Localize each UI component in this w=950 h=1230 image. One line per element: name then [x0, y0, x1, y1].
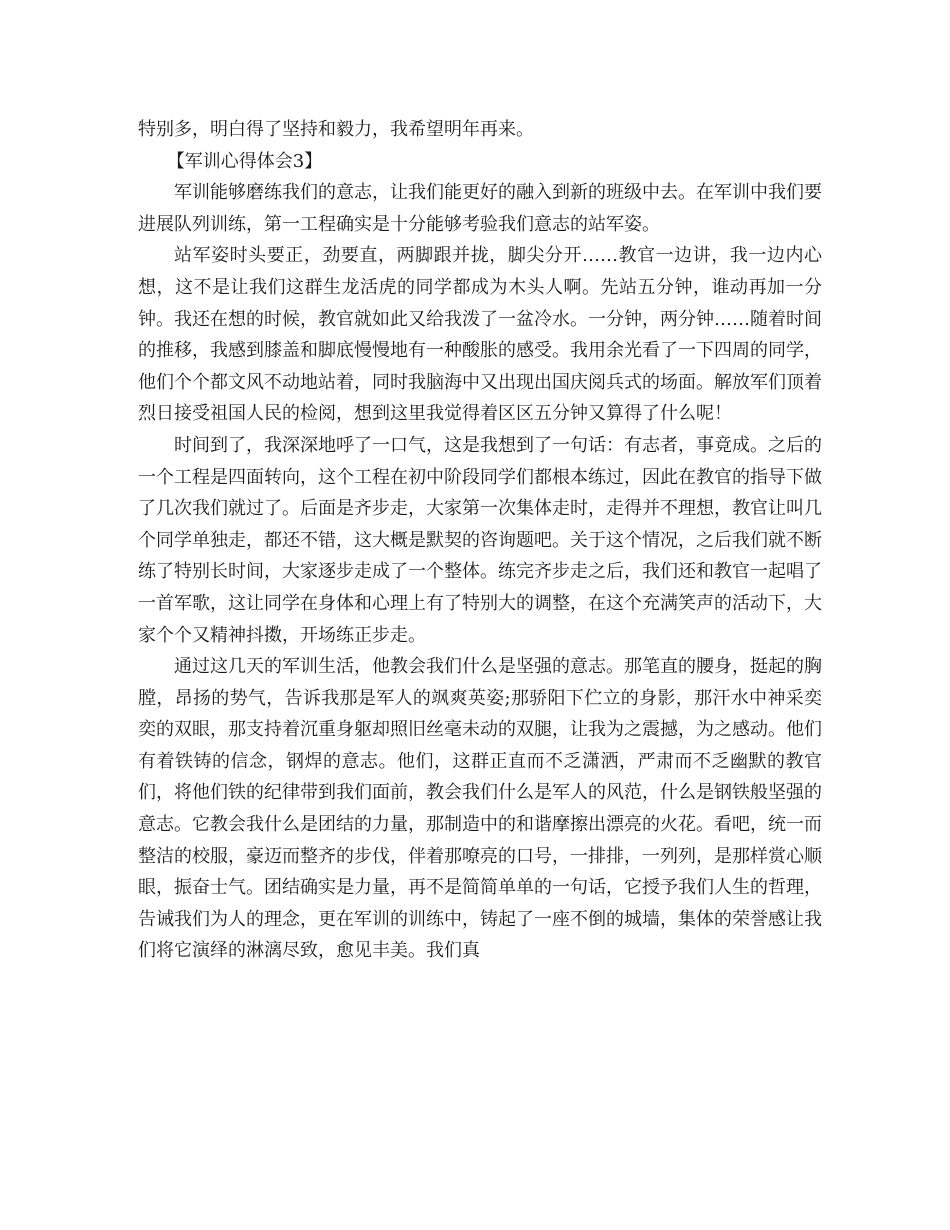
paragraph: 时间到了，我深深地呼了一口气，这是我想到了一句话：有志者，事竟成。之后的一个工程是四面转向，这个工程在初中阶段同学们都根本练过，因此在教官的指导下做了几次我们就过了。后面是齐步走，大家第一次集体走时，走得并不理想，教官让叫几个同学单独走，都还不错，这大概是默契的咨询题吧。关于这个情况，之后我们就不断练了特别长时间，大家逐步走成了一个整体。练完齐步走之后，我们还和教官一起唱了一首军歌，这让同学在身体和心理上有了特别大的调整，在这个充满笑声的活动下，大家个个又精神抖擞，开场练正步走。 [138, 434, 822, 646]
section-heading: 【军训心得体会3】 [166, 150, 323, 172]
paragraph-continuation: 特别多，明白得了坚持和毅力，我希望明年再来。 [138, 119, 534, 140]
paragraph: 通过这几天的军训生活，他教会我们什么是坚强的意志。那笔直的腰身，挺起的胸膛，昂扬的势气，告诉我那是军人的飒爽英姿;那骄阳下伫立的身影，那汗水中神采奕奕的双眼，那支持着沉重身躯却照旧丝毫未动的双腿，让我为之震撼，为之感动。他们有着铁铸的信念，钢焊的意志。他们，这群正直而不乏潇洒，严肃而不乏幽默的教官们，将他们铁的纪律带到我们面前，教会我们什么是军人的风范，什么是钢铁般坚强的意志。它教会我什么是团结的力量，那制造中的和谐摩擦出漂亮的火花。看吧，统一而整洁的校服，豪迈而整齐的步伐，伴着那嘹亮的口号，一排排，一列列，是那样赏心顺眼，振奋士气。团结确实是力量，再不是简简单单的一句话，它授予我们人生的哲理，告诫我们为人的理念，更在军训的训练中，铸起了一座不倒的城墙，集体的荣誉感让我们将它演绎的淋漓尽致，愈见丰美。我们真 [138, 656, 822, 962]
paragraph: 站军姿时头要正，劲要直，两脚跟并拢，脚尖分开……教官一边讲，我一边内心想，这不是让我们这群生龙活虎的同学都成为木头人啊。先站五分钟，谁动再加一分钟。我还在想的时候，教官就如此又给我泼了一盆冷水。一分钟，两分钟……随着时间的推移，我感到膝盖和脚底慢慢地有一种酸胀的感受。我用余光看了一下四周的同学，他们个个都文风不动地站着，同时我脑海中又出现出国庆阅兵式的场面。解放军们顶着烈日接受祖国人民的检阅，想到这里我觉得着区区五分钟又算得了什么呢！ [138, 245, 822, 425]
paragraph: 军训能够磨练我们的意志，让我们能更好的融入到新的班级中去。在军训中我们要进展队列训练，第一工程确实是十分能够考验我们意志的站军姿。 [138, 182, 822, 235]
document-body [138, 114, 822, 967]
